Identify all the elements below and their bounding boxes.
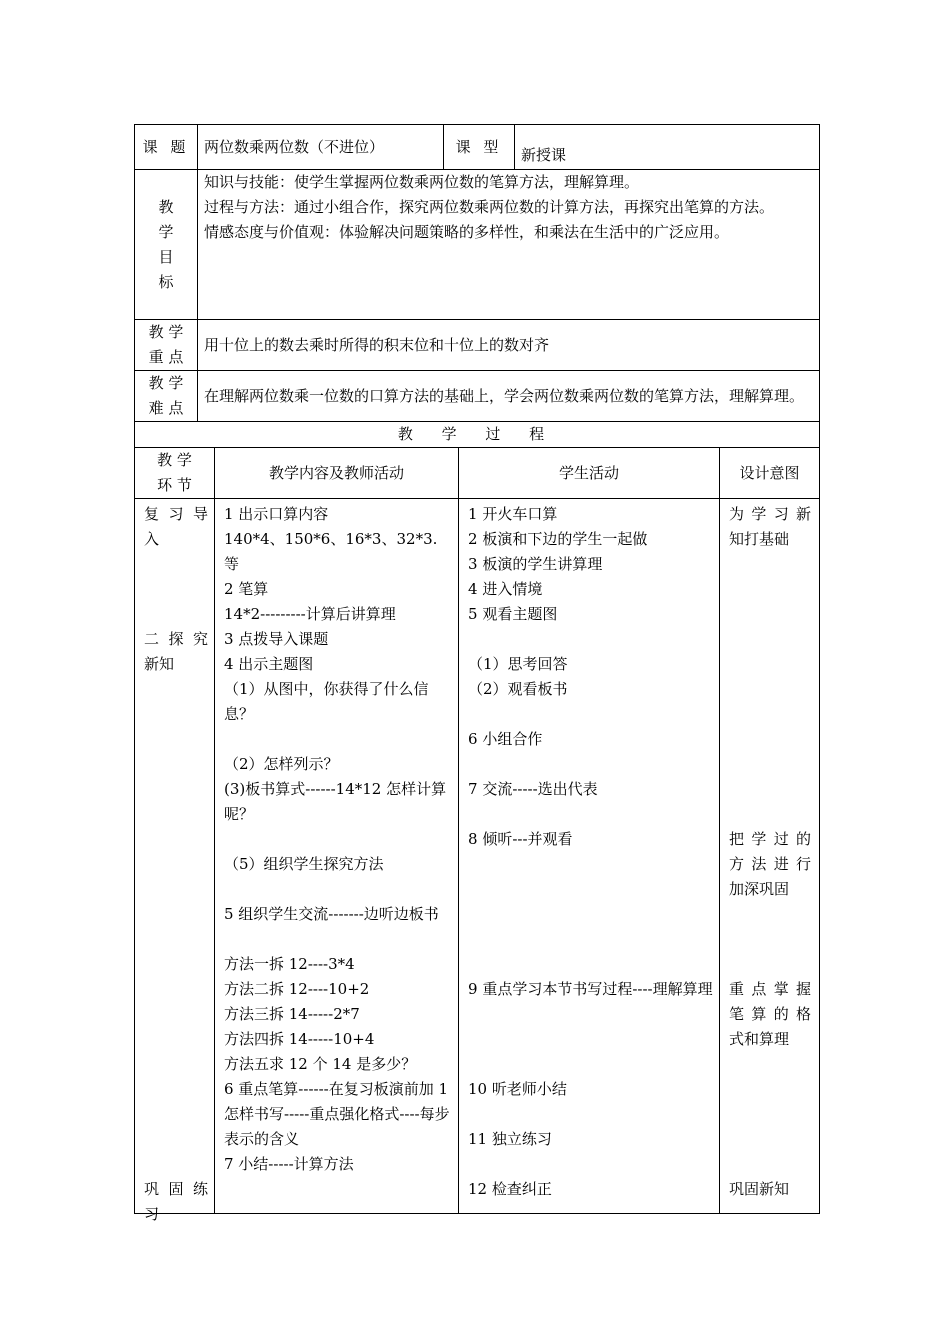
- col-teacher: 教学内容及教师活动: [215, 448, 459, 499]
- teacher-activity: [224, 827, 452, 852]
- stage-label: 巩 固 练 习: [144, 1180, 208, 1223]
- col-intent: 设计意图: [720, 448, 820, 499]
- student-activity: 1 开火车口算: [468, 505, 558, 523]
- difficulty-text: 在理解两位数乘一位数的口算方法的基础上，学会两位数乘两位数的笔算方法，理解算理。: [198, 371, 820, 422]
- topic-value: 两位数乘两位数（不进位）: [198, 125, 444, 170]
- teacher-activity: （5）组织学生探究方法: [224, 855, 384, 873]
- teacher-activity: 1 出示口算内容: [224, 505, 329, 523]
- student-activity: 12 检查纠正: [468, 1180, 552, 1198]
- stage-column: [135, 499, 215, 1223]
- type-value: 新授课: [515, 125, 820, 170]
- goals-row: [135, 170, 820, 320]
- teacher-activity: 4 出示主题图: [224, 655, 314, 673]
- goals-label: 教 学 目 标: [135, 170, 198, 320]
- teacher-activity: 7 小结-----计算方法: [224, 1155, 354, 1173]
- design-intent: 把 学 过 的 方 法 进 行 加深巩固: [729, 830, 812, 898]
- difficulty-label: 教 学 难 点: [135, 371, 198, 422]
- lesson-plan-document: [134, 124, 819, 1223]
- stage-label: 二 探 究 新知: [144, 630, 208, 673]
- student-activity: 2 板演和下边的学生一起做: [468, 530, 648, 548]
- student-activity: 3 板演的学生讲算理: [468, 555, 603, 573]
- teacher-column: [215, 499, 459, 1214]
- col-student: 学生活动: [459, 448, 720, 499]
- goal-knowledge: 知识与技能：使学生掌握两位数乘两位数的笔算方法，理解算理。: [204, 173, 640, 191]
- goal-process: 过程与方法：通过小组合作，探究两位数乘两位数的计算方法，再探究出笔算的方法。: [204, 198, 775, 216]
- teacher-activity: 6 重点笔算------在复习板演前加 1 怎样书写-----重点强化格式----每步表示的含义: [224, 1080, 453, 1148]
- student-activity: 10 听老师小结: [468, 1080, 567, 1098]
- key-point-row: [135, 320, 820, 371]
- student-activity: （1）思考回答: [468, 655, 568, 673]
- stage-label: 复 习 导 入: [144, 505, 208, 548]
- goals-content: [198, 170, 820, 320]
- lesson-plan-table: [134, 124, 820, 1223]
- process-title: 教 学 过 程: [135, 422, 820, 448]
- student-activity: （2）观看板书: [468, 680, 568, 698]
- teacher-activity: 方法一拆 12----3*4: [224, 955, 355, 973]
- type-label: 课 型: [444, 125, 515, 170]
- teacher-activity: [224, 727, 452, 752]
- teacher-activity: 3 点拨导入课题: [224, 630, 329, 648]
- key-point-text: 用十位上的数去乘时所得的积末位和十位上的数对齐: [198, 320, 820, 371]
- student-activity: 9 重点学习本节书写过程----理解算理: [468, 980, 713, 998]
- process-body-row: [135, 499, 820, 1214]
- process-title-row: [135, 422, 820, 448]
- student-activity: 8 倾听---并观看: [468, 830, 573, 848]
- topic-label: 课 题: [135, 125, 198, 170]
- teacher-activity: 2 笔算: [224, 580, 269, 598]
- teacher-activity: （2）怎样列示？: [224, 755, 339, 773]
- intent-column: [720, 499, 820, 1214]
- student-activity: 11 独立练习: [468, 1130, 552, 1148]
- column-header-row: [135, 448, 820, 499]
- teacher-activity: [224, 877, 452, 902]
- teacher-activity: 方法二拆 12----10+2: [224, 980, 370, 998]
- teacher-activity: 方法四拆 14-----10+4: [224, 1030, 375, 1048]
- teacher-activity: (3)板书算式------14*12 怎样计算呢？: [224, 780, 447, 823]
- design-intent: 为 学 习 新 知打基础: [729, 505, 812, 548]
- difficulty-row: [135, 371, 820, 422]
- teacher-activity: 140*4、150*6、16*3、32*3.等: [224, 530, 438, 573]
- teacher-activity: 14*2---------计算后讲算理: [224, 605, 396, 623]
- student-activity: 6 小组合作: [468, 730, 543, 748]
- teacher-activity: （1）从图中，你获得了什么信息？: [224, 680, 429, 723]
- teacher-activity: 方法五求 12 个 14 是多少？: [224, 1055, 417, 1073]
- teacher-activity: 方法三拆 14-----2*7: [224, 1005, 360, 1023]
- col-stage: 教 学 环 节: [135, 448, 215, 499]
- student-activity: 4 进入情境: [468, 580, 543, 598]
- teacher-activity: 5 组织学生交流-------边听边板书: [224, 905, 439, 923]
- student-activity: 7 交流-----选出代表: [468, 780, 598, 798]
- teacher-activity: [224, 927, 452, 952]
- student-activity: 5 观看主题图: [468, 605, 558, 623]
- design-intent: 巩固新知: [729, 1180, 790, 1198]
- header-row: [135, 125, 820, 170]
- key-point-label: 教 学 重 点: [135, 320, 198, 371]
- student-column: [459, 499, 720, 1214]
- goal-emotion: 情感态度与价值观：体验解决问题策略的多样性，和乘法在生活中的广泛应用。: [204, 223, 730, 241]
- design-intent: 重 点 掌 握 笔 算 的 格 式和算理: [729, 980, 812, 1048]
